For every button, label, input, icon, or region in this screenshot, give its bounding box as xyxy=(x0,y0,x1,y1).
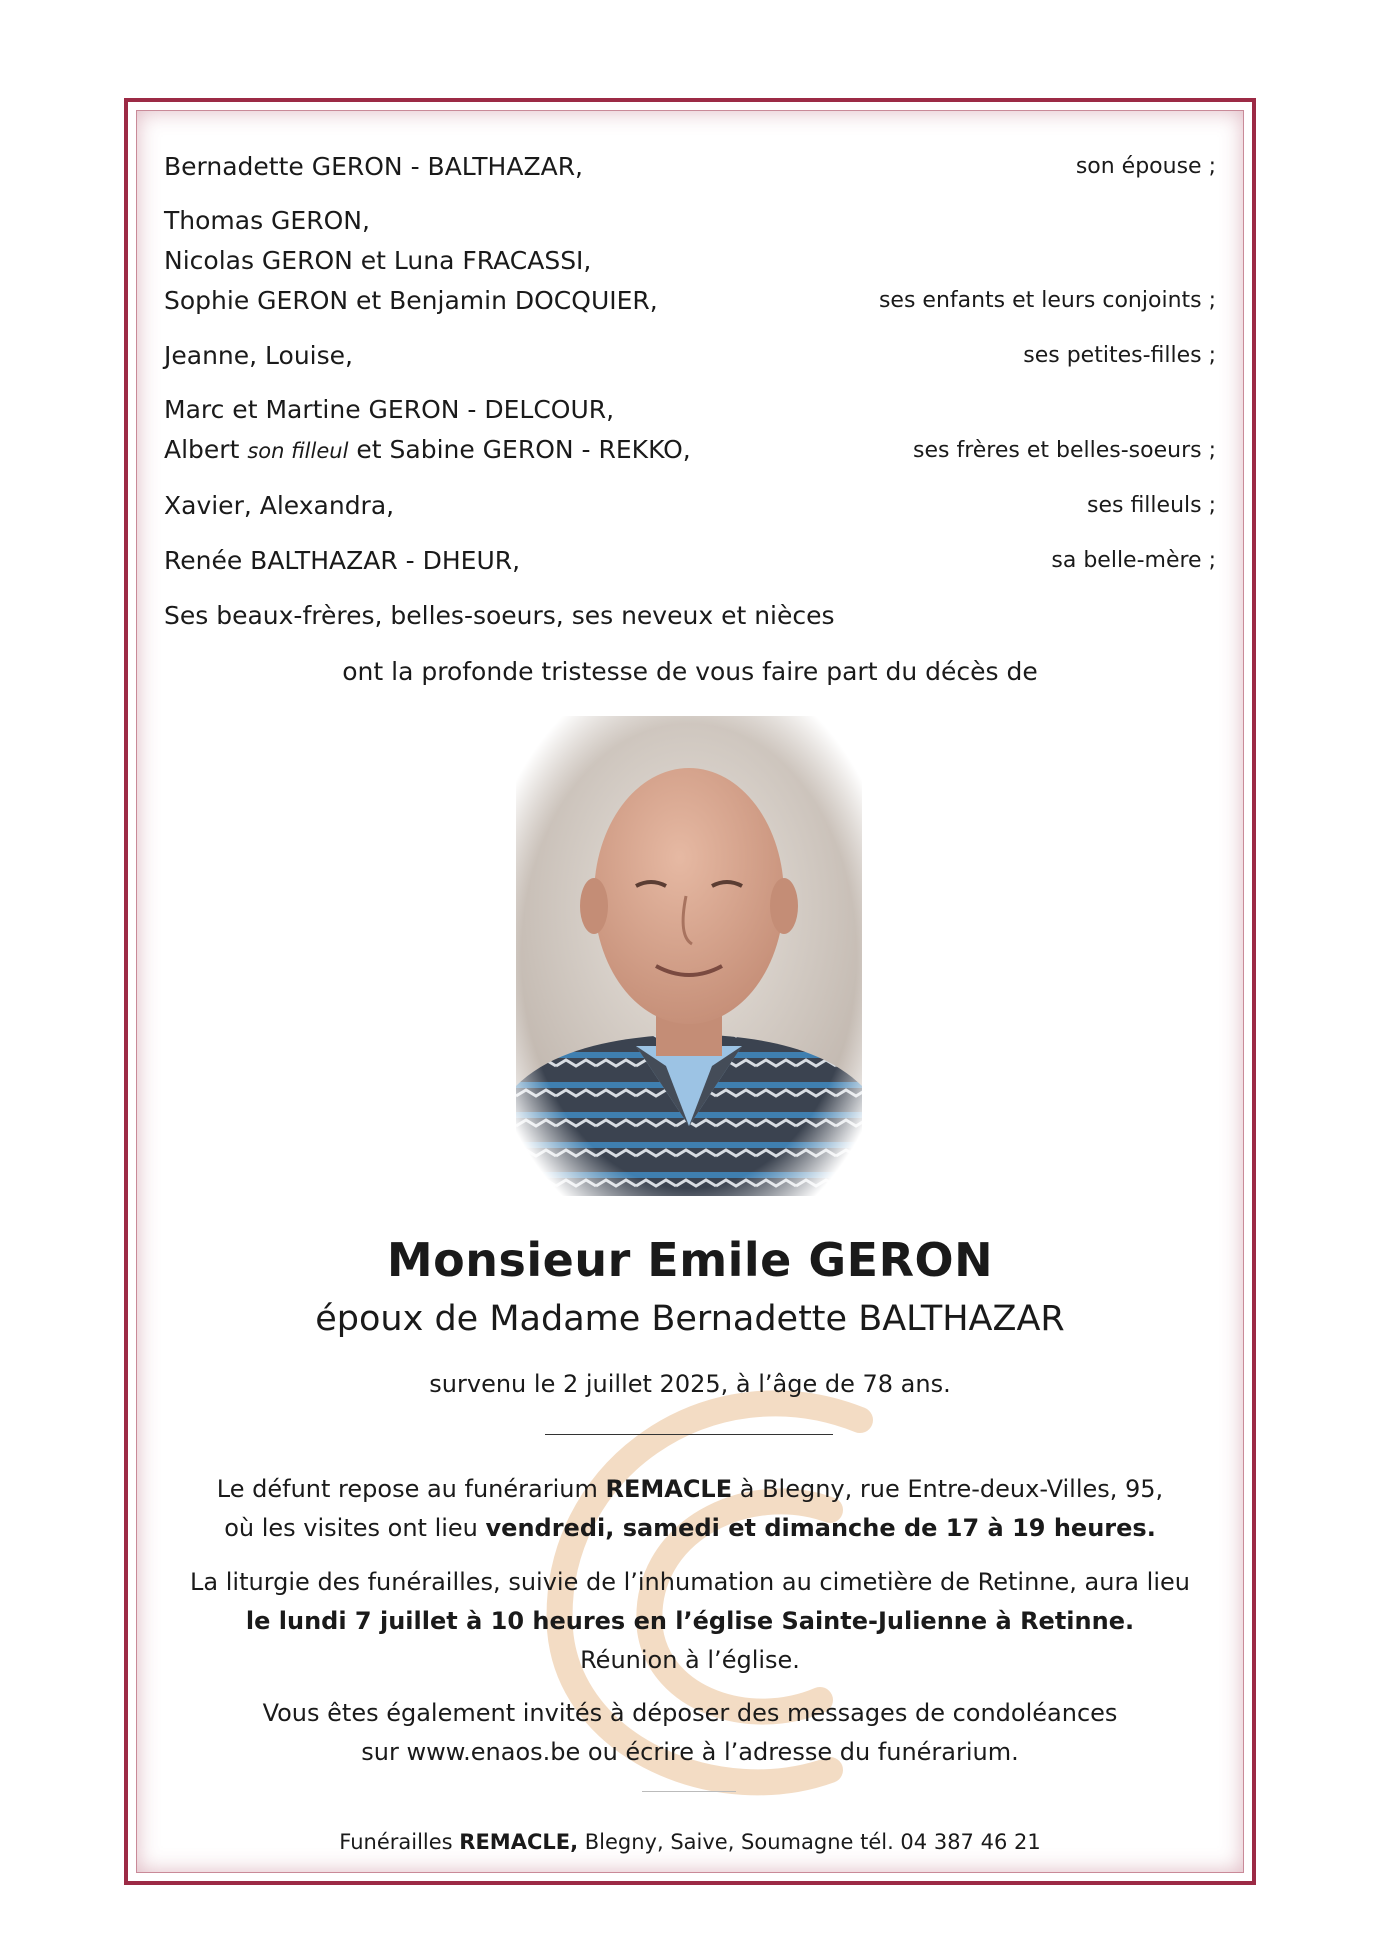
family-names: Nicolas GERON et Luna FRACASSI, xyxy=(164,246,592,275)
family-names: Thomas GERON, xyxy=(164,206,370,235)
visit-info xyxy=(134,1470,1246,1548)
family-names: Ses beaux-frères, belles-soeurs, ses neveux et nièces xyxy=(164,601,835,630)
family-names: Xavier, Alexandra, xyxy=(164,491,395,520)
family-names: Bernadette GERON - BALTHAZAR, xyxy=(164,152,584,181)
funeral-date xyxy=(134,1602,1246,1641)
visit-line xyxy=(134,1509,1246,1548)
family-relation: son épouse ; xyxy=(1075,154,1216,179)
death-date-line: survenu le 2 juillet 2025, à l’âge de 78 ans. xyxy=(429,1370,951,1398)
family-row xyxy=(164,336,1216,376)
condolences-line: Vous êtes également invités à déposer des messages de condoléances xyxy=(262,1699,1118,1727)
announcement: ont la profonde tristesse de vous faire part du décès de xyxy=(342,657,1038,686)
family-relation: ses petites-filles ; xyxy=(1023,343,1216,368)
funeral-line: Réunion à l’église. xyxy=(580,1646,800,1674)
family-relation: ses frères et belles-soeurs ; xyxy=(913,438,1216,463)
family-names: Marc et Martine GERON - DELCOUR, xyxy=(164,395,615,424)
family-row xyxy=(164,486,1216,526)
family-names: Renée BALTHAZAR - DHEUR, xyxy=(164,546,521,575)
family-relation: ses filleuls ; xyxy=(1087,493,1216,518)
family-row xyxy=(164,541,1216,581)
condolences-line: sur www.enaos.be ou écrire à l’adresse du funérarium. xyxy=(361,1738,1019,1766)
funeral-line: La liturgie des funérailles, suivie de l’inhumation au cimetière de Retinne, aura lieu xyxy=(190,1568,1190,1596)
deceased-name: Monsieur Emile GERON xyxy=(386,1233,994,1287)
visit-text: Le défunt repose au funérarium xyxy=(216,1475,606,1503)
family-row xyxy=(164,201,1216,321)
family-name-note: son filleul xyxy=(247,439,349,463)
condolences-info xyxy=(134,1694,1246,1772)
family-names: Jeanne, Louise, xyxy=(164,341,353,370)
visit-text: où les visites ont lieu xyxy=(224,1514,486,1542)
footer xyxy=(134,1826,1246,1858)
separator xyxy=(545,1434,833,1435)
visit-line xyxy=(134,1470,1246,1509)
footer-text: Funérailles xyxy=(339,1830,460,1854)
family-names: Sophie GERON et Benjamin DOCQUIER, xyxy=(164,286,658,315)
footer-separator xyxy=(642,1791,736,1792)
funeral-date-text: le lundi 7 juillet à 10 heures en l’église Sainte-Julienne à Retinne. xyxy=(245,1607,1135,1635)
family-relation: ses enfants et leurs conjoints ; xyxy=(878,288,1216,313)
footer-company: REMACLE, xyxy=(459,1830,579,1854)
visit-text: à Blegny, rue Entre-deux-Villes, 95, xyxy=(732,1475,1164,1503)
footer-text: Blegny, Saive, Soumagne tél. 04 387 46 21 xyxy=(578,1830,1041,1854)
family-relation: sa belle-mère ; xyxy=(1051,548,1216,573)
spouse-line: époux de Madame Bernadette BALTHAZAR xyxy=(315,1299,1065,1339)
family-row xyxy=(164,596,1216,636)
family-row xyxy=(164,147,1216,187)
portrait-photo xyxy=(516,716,862,1196)
funeral-info xyxy=(134,1563,1246,1680)
family-name-part: Albert xyxy=(164,435,240,464)
family-name-part: et Sabine GERON - REKKO, xyxy=(356,435,691,464)
visit-hours: vendredi, samedi et dimanche de 17 à 19 heures. xyxy=(485,1514,1156,1542)
funeral-home-name: REMACLE xyxy=(605,1475,733,1503)
family-row xyxy=(164,390,1216,471)
